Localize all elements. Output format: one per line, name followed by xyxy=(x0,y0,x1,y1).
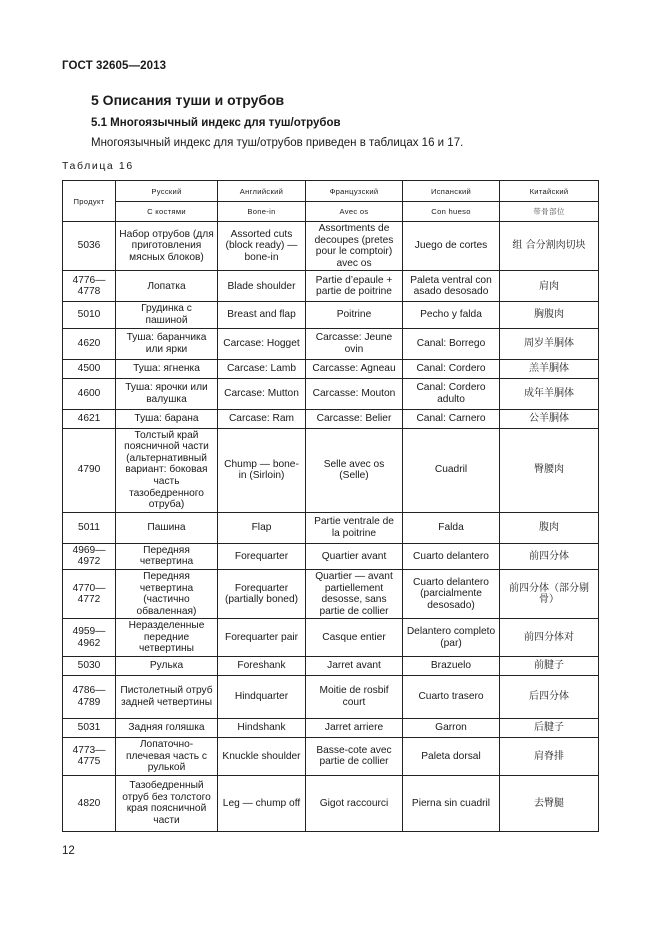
intro-paragraph: Многоязычный индекс для туш/отрубов приведен в таблицах 16 и 17. xyxy=(91,137,464,149)
product-code-cell: 5030 xyxy=(63,657,116,676)
page-number: 12 xyxy=(62,845,75,857)
product-code-cell: 4969—4972 xyxy=(63,543,116,569)
english-name-cell: Knuckle shoulder xyxy=(218,738,306,776)
chinese-name-cell: 肩脊排 xyxy=(500,738,599,776)
russian-name-cell: Туша: барана xyxy=(116,409,218,428)
product-code-cell: 4790 xyxy=(63,428,116,512)
table-row xyxy=(63,676,599,719)
table-row xyxy=(63,378,599,409)
spanish-name-cell: Cuarto delantero xyxy=(403,543,500,569)
spanish-name-cell: Canal: Cordero xyxy=(403,359,500,378)
table-row xyxy=(63,428,599,512)
spanish-name-cell: Juego de cortes xyxy=(403,222,500,271)
spanish-name-cell: Garron xyxy=(403,719,500,738)
chinese-name-cell: 腹肉 xyxy=(500,512,599,543)
french-name-cell: Carcasse: Jeune ovin xyxy=(306,328,403,359)
product-code-cell: 4600 xyxy=(63,378,116,409)
product-code-cell: 4773—4775 xyxy=(63,738,116,776)
subheader-spanish: Con hueso xyxy=(403,202,500,222)
french-name-cell: Jarret avant xyxy=(306,657,403,676)
subsection-title: 5.1 Многоязычный индекс для туш/отрубов xyxy=(91,117,341,129)
chinese-name-cell: 去臀腿 xyxy=(500,775,599,831)
russian-name-cell: Неразделенные передние четвертины xyxy=(116,619,218,657)
subheader-french: Avec os xyxy=(306,202,403,222)
french-name-cell: Selle avec os (Selle) xyxy=(306,428,403,512)
russian-name-cell: Толстый край поясничной части (альтернативный вариант: боковая часть тазобедренного отруба) xyxy=(116,428,218,512)
english-name-cell: Carcase: Lamb xyxy=(218,359,306,378)
chinese-name-cell: 羔羊胴体 xyxy=(500,359,599,378)
french-name-cell: Carcasse: Mouton xyxy=(306,378,403,409)
table-row xyxy=(63,512,599,543)
table-row xyxy=(63,328,599,359)
french-name-cell: Partie ventrale de la poitrine xyxy=(306,512,403,543)
product-code-cell: 4620 xyxy=(63,328,116,359)
chinese-name-cell: 胸腹肉 xyxy=(500,302,599,328)
english-name-cell: Carcase: Hogget xyxy=(218,328,306,359)
english-name-cell: Carcase: Mutton xyxy=(218,378,306,409)
product-code-cell: 4500 xyxy=(63,359,116,378)
chinese-name-cell: 肩肉 xyxy=(500,271,599,302)
chinese-name-cell: 后腱子 xyxy=(500,719,599,738)
spanish-name-cell: Pierna sin cuadril xyxy=(403,775,500,831)
russian-name-cell: Набор отрубов (для приготовления мясных блоков) xyxy=(116,222,218,271)
english-name-cell: Foreshank xyxy=(218,657,306,676)
table-row xyxy=(63,543,599,569)
french-name-cell: Partie d’epaule + partie de poitrine xyxy=(306,271,403,302)
russian-name-cell: Тазобедренный отруб без толстого края поясничной части xyxy=(116,775,218,831)
french-name-cell: Basse-cote avec partie de collier xyxy=(306,738,403,776)
russian-name-cell: Туша: ягненка xyxy=(116,359,218,378)
header-french: Французский xyxy=(306,181,403,202)
spanish-name-cell: Paleta ventral con asado desosado xyxy=(403,271,500,302)
chinese-name-cell: 后四分体 xyxy=(500,676,599,719)
header-chinese: Китайский xyxy=(500,181,599,202)
spanish-name-cell: Delantero completo (par) xyxy=(403,619,500,657)
table-row xyxy=(63,657,599,676)
subheader-russian: С костями xyxy=(116,202,218,222)
french-name-cell: Gigot raccourci xyxy=(306,775,403,831)
table-body xyxy=(63,222,599,832)
table-row xyxy=(63,738,599,776)
english-name-cell: Forequarter xyxy=(218,543,306,569)
spanish-name-cell: Cuadril xyxy=(403,428,500,512)
table-row xyxy=(63,775,599,831)
chinese-name-cell: 组 合分割肉切块 xyxy=(500,222,599,271)
product-code-cell: 4786—4789 xyxy=(63,676,116,719)
chinese-name-cell: 成年羊胴体 xyxy=(500,378,599,409)
english-name-cell: Forequarter pair xyxy=(218,619,306,657)
section-title: 5 Описания туши и отрубов xyxy=(91,92,285,108)
english-name-cell: Assorted cuts (block ready) — bone-in xyxy=(218,222,306,271)
table-row xyxy=(63,569,599,618)
spanish-name-cell: Paleta dorsal xyxy=(403,738,500,776)
product-code-cell: 5036 xyxy=(63,222,116,271)
french-name-cell: Assortments de decoupes (pretes pour le comptoir) avec os xyxy=(306,222,403,271)
product-code-cell: 5011 xyxy=(63,512,116,543)
chinese-name-cell: 周岁羊胴体 xyxy=(500,328,599,359)
spanish-name-cell: Pecho y falda xyxy=(403,302,500,328)
product-code-cell: 4770—4772 xyxy=(63,569,116,618)
english-name-cell: Flap xyxy=(218,512,306,543)
spanish-name-cell: Brazuelo xyxy=(403,657,500,676)
french-name-cell: Jarret arriere xyxy=(306,719,403,738)
table-row xyxy=(63,619,599,657)
table-row xyxy=(63,222,599,271)
english-name-cell: Leg — chump off xyxy=(218,775,306,831)
product-code-cell: 4621 xyxy=(63,409,116,428)
cuts-index-table xyxy=(62,180,599,832)
russian-name-cell: Задняя голяшка xyxy=(116,719,218,738)
subheader-chinese: 带骨部位 xyxy=(500,202,599,222)
french-name-cell: Quartier — avant partiellement desosse, sans partie de collier xyxy=(306,569,403,618)
french-name-cell: Carcasse: Agneau xyxy=(306,359,403,378)
english-name-cell: Chump — bone-in (Sirloin) xyxy=(218,428,306,512)
header-product: Продукт xyxy=(63,181,116,222)
header-spanish: Испанский xyxy=(403,181,500,202)
header-english: Английский xyxy=(218,181,306,202)
table-row xyxy=(63,302,599,328)
french-name-cell: Quartier avant xyxy=(306,543,403,569)
russian-name-cell: Грудинка с пашиной xyxy=(116,302,218,328)
table-row xyxy=(63,719,599,738)
french-name-cell: Casque entier xyxy=(306,619,403,657)
english-name-cell: Forequarter (partially boned) xyxy=(218,569,306,618)
english-name-cell: Hindquarter xyxy=(218,676,306,719)
spanish-name-cell: Cuarto trasero xyxy=(403,676,500,719)
russian-name-cell: Передняя четвертина (частично обваленная) xyxy=(116,569,218,618)
table-row xyxy=(63,271,599,302)
russian-name-cell: Пашина xyxy=(116,512,218,543)
russian-name-cell: Лопаточно-плечевая часть с рулькой xyxy=(116,738,218,776)
chinese-name-cell: 前四分体对 xyxy=(500,619,599,657)
product-code-cell: 5010 xyxy=(63,302,116,328)
french-name-cell: Moitie de rosbif court xyxy=(306,676,403,719)
french-name-cell: Carcasse: Belier xyxy=(306,409,403,428)
english-name-cell: Hindshank xyxy=(218,719,306,738)
english-name-cell: Breast and flap xyxy=(218,302,306,328)
header-russian: Русский xyxy=(116,181,218,202)
chinese-name-cell: 臀腰肉 xyxy=(500,428,599,512)
product-code-cell: 4820 xyxy=(63,775,116,831)
russian-name-cell: Пистолетный отруб задней четвертины xyxy=(116,676,218,719)
table-row xyxy=(63,409,599,428)
product-code-cell: 5031 xyxy=(63,719,116,738)
spanish-name-cell: Cuarto delantero (parcialmente desosado) xyxy=(403,569,500,618)
english-name-cell: Carcase: Ram xyxy=(218,409,306,428)
table-caption: Таблица 16 xyxy=(62,160,134,172)
chinese-name-cell: 公羊胴体 xyxy=(500,409,599,428)
russian-name-cell: Рулька xyxy=(116,657,218,676)
spanish-name-cell: Canal: Carnero xyxy=(403,409,500,428)
product-code-cell: 4776—4778 xyxy=(63,271,116,302)
chinese-name-cell: 前四分体 xyxy=(500,543,599,569)
french-name-cell: Poitrine xyxy=(306,302,403,328)
document-code: ГОСТ 32605—2013 xyxy=(62,60,167,72)
spanish-name-cell: Canal: Borrego xyxy=(403,328,500,359)
spanish-name-cell: Falda xyxy=(403,512,500,543)
english-name-cell: Blade shoulder xyxy=(218,271,306,302)
russian-name-cell: Лопатка xyxy=(116,271,218,302)
table-row xyxy=(63,359,599,378)
chinese-name-cell: 前四分体（部分剔骨） xyxy=(500,569,599,618)
russian-name-cell: Туша: ярочки или валушка xyxy=(116,378,218,409)
product-code-cell: 4959—4962 xyxy=(63,619,116,657)
chinese-name-cell: 前腱子 xyxy=(500,657,599,676)
spanish-name-cell: Canal: Cordero adulto xyxy=(403,378,500,409)
russian-name-cell: Туша: баранчика или ярки xyxy=(116,328,218,359)
subheader-english: Bone-in xyxy=(218,202,306,222)
russian-name-cell: Передняя четвертина xyxy=(116,543,218,569)
